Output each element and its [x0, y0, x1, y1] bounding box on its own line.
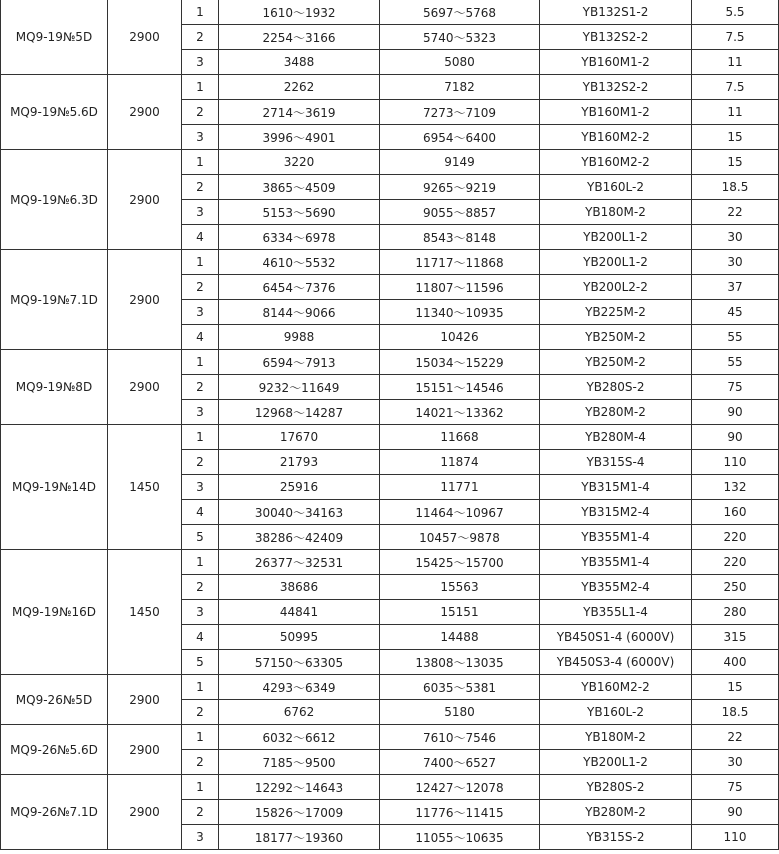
pressure-cell: 11055～10635 — [380, 825, 540, 850]
row-number-cell: 1 — [182, 425, 219, 450]
motor-model-cell: YB160M2-2 — [540, 675, 692, 700]
row-number-cell: 1 — [182, 550, 219, 575]
flow-cell: 44841 — [219, 600, 380, 625]
pressure-cell: 15034～15229 — [380, 350, 540, 375]
power-cell: 90 — [692, 425, 779, 450]
row-number-cell: 2 — [182, 275, 219, 300]
motor-model-cell: YB280M-4 — [540, 425, 692, 450]
power-cell: 90 — [692, 800, 779, 825]
fan-model-cell: MQ9-19№7.1D — [1, 250, 108, 350]
table-row — [1, 775, 779, 800]
flow-cell: 30040～34163 — [219, 500, 380, 525]
row-number-cell: 4 — [182, 625, 219, 650]
pressure-cell: 5080 — [380, 50, 540, 75]
row-number-cell: 3 — [182, 200, 219, 225]
motor-model-cell: YB160M1-2 — [540, 100, 692, 125]
row-number-cell: 1 — [182, 775, 219, 800]
power-cell: 220 — [692, 525, 779, 550]
fan-model-cell: MQ9-19№8D — [1, 350, 108, 425]
motor-model-cell: YB132S2-2 — [540, 75, 692, 100]
power-cell: 11 — [692, 50, 779, 75]
pressure-cell: 6954～6400 — [380, 125, 540, 150]
fan-model-cell: MQ9-19№6.3D — [1, 150, 108, 250]
table-row — [1, 250, 779, 275]
pressure-cell: 11464～10967 — [380, 500, 540, 525]
power-cell: 11 — [692, 100, 779, 125]
speed-cell: 2900 — [108, 725, 182, 775]
pressure-cell: 5697～5768 — [380, 0, 540, 25]
flow-cell: 4610～5532 — [219, 250, 380, 275]
table-row — [1, 0, 779, 25]
pressure-cell: 11340～10935 — [380, 300, 540, 325]
row-number-cell: 1 — [182, 250, 219, 275]
power-cell: 160 — [692, 500, 779, 525]
row-number-cell: 1 — [182, 675, 219, 700]
row-number-cell: 5 — [182, 525, 219, 550]
motor-model-cell: YB200L1-2 — [540, 225, 692, 250]
pressure-cell: 7400～6527 — [380, 750, 540, 775]
motor-model-cell: YB200L2-2 — [540, 275, 692, 300]
motor-model-cell: YB180M-2 — [540, 200, 692, 225]
row-number-cell: 3 — [182, 125, 219, 150]
power-cell: 37 — [692, 275, 779, 300]
power-cell: 15 — [692, 125, 779, 150]
speed-cell: 1450 — [108, 550, 182, 675]
row-number-cell: 3 — [182, 50, 219, 75]
flow-cell: 9232～11649 — [219, 375, 380, 400]
motor-model-cell: YB315S-4 — [540, 450, 692, 475]
pressure-cell: 9149 — [380, 150, 540, 175]
flow-cell: 3996～4901 — [219, 125, 380, 150]
motor-model-cell: YB132S1-2 — [540, 0, 692, 25]
motor-model-cell: YB250M-2 — [540, 350, 692, 375]
flow-cell: 7185～9500 — [219, 750, 380, 775]
power-cell: 7.5 — [692, 75, 779, 100]
pressure-cell: 7610～7546 — [380, 725, 540, 750]
motor-model-cell: YB225M-2 — [540, 300, 692, 325]
power-cell: 90 — [692, 400, 779, 425]
motor-model-cell: YB160L-2 — [540, 700, 692, 725]
speed-cell: 2900 — [108, 675, 182, 725]
pressure-cell: 15151 — [380, 600, 540, 625]
pressure-cell: 9055～8857 — [380, 200, 540, 225]
pressure-cell: 6035～5381 — [380, 675, 540, 700]
motor-model-cell: YB315M2-4 — [540, 500, 692, 525]
power-cell: 22 — [692, 725, 779, 750]
power-cell: 315 — [692, 625, 779, 650]
power-cell: 7.5 — [692, 25, 779, 50]
power-cell: 110 — [692, 450, 779, 475]
row-number-cell: 1 — [182, 0, 219, 25]
pressure-cell: 5740～5323 — [380, 25, 540, 50]
row-number-cell: 3 — [182, 475, 219, 500]
pressure-cell: 11807～11596 — [380, 275, 540, 300]
power-cell: 30 — [692, 750, 779, 775]
fan-model-cell: MQ9-19№14D — [1, 425, 108, 550]
power-cell: 110 — [692, 825, 779, 850]
speed-cell: 2900 — [108, 0, 182, 75]
row-number-cell: 2 — [182, 100, 219, 125]
motor-model-cell: YB200L1-2 — [540, 750, 692, 775]
pressure-cell: 11776～11415 — [380, 800, 540, 825]
row-number-cell: 2 — [182, 25, 219, 50]
power-cell: 75 — [692, 775, 779, 800]
flow-cell: 15826～17009 — [219, 800, 380, 825]
flow-cell: 26377～32531 — [219, 550, 380, 575]
table-body — [1, 0, 779, 850]
fan-model-cell: MQ9-19№5D — [1, 0, 108, 75]
pressure-cell: 13808～13035 — [380, 650, 540, 675]
motor-model-cell: YB315S-2 — [540, 825, 692, 850]
power-cell: 5.5 — [692, 0, 779, 25]
pressure-cell: 9265～9219 — [380, 175, 540, 200]
speed-cell: 2900 — [108, 350, 182, 425]
motor-model-cell: YB160L-2 — [540, 175, 692, 200]
power-cell: 280 — [692, 600, 779, 625]
power-cell: 30 — [692, 250, 779, 275]
row-number-cell: 3 — [182, 600, 219, 625]
flow-cell: 18177～19360 — [219, 825, 380, 850]
flow-cell: 3220 — [219, 150, 380, 175]
flow-cell: 6594～7913 — [219, 350, 380, 375]
motor-model-cell: YB200L1-2 — [540, 250, 692, 275]
motor-model-cell: YB355M1-4 — [540, 550, 692, 575]
flow-cell: 25916 — [219, 475, 380, 500]
flow-cell: 2714～3619 — [219, 100, 380, 125]
row-number-cell: 4 — [182, 225, 219, 250]
row-number-cell: 2 — [182, 450, 219, 475]
flow-cell: 5153～5690 — [219, 200, 380, 225]
motor-model-cell: YB450S1-4 (6000V) — [540, 625, 692, 650]
table-row — [1, 725, 779, 750]
motor-model-cell: YB355L1-4 — [540, 600, 692, 625]
pressure-cell: 11874 — [380, 450, 540, 475]
flow-cell: 3865～4509 — [219, 175, 380, 200]
speed-cell: 2900 — [108, 75, 182, 150]
power-cell: 22 — [692, 200, 779, 225]
speed-cell: 2900 — [108, 775, 182, 850]
flow-cell: 50995 — [219, 625, 380, 650]
table-row — [1, 150, 779, 175]
pressure-cell: 10457～9878 — [380, 525, 540, 550]
row-number-cell: 2 — [182, 175, 219, 200]
table-row — [1, 425, 779, 450]
row-number-cell: 2 — [182, 800, 219, 825]
flow-cell: 6762 — [219, 700, 380, 725]
pressure-cell: 5180 — [380, 700, 540, 725]
pressure-cell: 14488 — [380, 625, 540, 650]
row-number-cell: 4 — [182, 325, 219, 350]
motor-model-cell: YB180M-2 — [540, 725, 692, 750]
pressure-cell: 12427～12078 — [380, 775, 540, 800]
pressure-cell: 10426 — [380, 325, 540, 350]
row-number-cell: 4 — [182, 500, 219, 525]
row-number-cell: 2 — [182, 700, 219, 725]
row-number-cell: 2 — [182, 575, 219, 600]
speed-cell: 2900 — [108, 150, 182, 250]
motor-model-cell: YB250M-2 — [540, 325, 692, 350]
row-number-cell: 3 — [182, 400, 219, 425]
power-cell: 15 — [692, 150, 779, 175]
flow-cell: 2262 — [219, 75, 380, 100]
motor-model-cell: YB355M2-4 — [540, 575, 692, 600]
power-cell: 55 — [692, 325, 779, 350]
fan-model-cell: MQ9-19№16D — [1, 550, 108, 675]
table-row — [1, 550, 779, 575]
flow-cell: 3488 — [219, 50, 380, 75]
flow-cell: 12292～14643 — [219, 775, 380, 800]
flow-cell: 38286～42409 — [219, 525, 380, 550]
power-cell: 30 — [692, 225, 779, 250]
power-cell: 250 — [692, 575, 779, 600]
pressure-cell: 15425～15700 — [380, 550, 540, 575]
table-row — [1, 675, 779, 700]
flow-cell: 4293～6349 — [219, 675, 380, 700]
flow-cell: 2254～3166 — [219, 25, 380, 50]
row-number-cell: 3 — [182, 825, 219, 850]
speed-cell: 2900 — [108, 250, 182, 350]
power-cell: 18.5 — [692, 700, 779, 725]
motor-model-cell: YB280M-2 — [540, 800, 692, 825]
motor-model-cell: YB355M1-4 — [540, 525, 692, 550]
flow-cell: 21793 — [219, 450, 380, 475]
fan-model-cell: MQ9-26№5.6D — [1, 725, 108, 775]
pressure-cell: 15563 — [380, 575, 540, 600]
flow-cell: 1610～1932 — [219, 0, 380, 25]
flow-cell: 8144～9066 — [219, 300, 380, 325]
flow-cell: 6334～6978 — [219, 225, 380, 250]
table-row — [1, 350, 779, 375]
pressure-cell: 11668 — [380, 425, 540, 450]
pressure-cell: 7182 — [380, 75, 540, 100]
power-cell: 18.5 — [692, 175, 779, 200]
flow-cell: 6032～6612 — [219, 725, 380, 750]
power-cell: 220 — [692, 550, 779, 575]
motor-model-cell: YB160M2-2 — [540, 150, 692, 175]
motor-model-cell: YB132S2-2 — [540, 25, 692, 50]
pressure-cell: 8543～8148 — [380, 225, 540, 250]
row-number-cell: 2 — [182, 375, 219, 400]
fan-model-cell: MQ9-19№5.6D — [1, 75, 108, 150]
motor-model-cell: YB450S3-4 (6000V) — [540, 650, 692, 675]
fan-model-cell: MQ9-26№5D — [1, 675, 108, 725]
pressure-cell: 14021～13362 — [380, 400, 540, 425]
motor-model-cell: YB160M2-2 — [540, 125, 692, 150]
motor-model-cell: YB160M1-2 — [540, 50, 692, 75]
row-number-cell: 1 — [182, 75, 219, 100]
flow-cell: 57150～63305 — [219, 650, 380, 675]
row-number-cell: 1 — [182, 350, 219, 375]
flow-cell: 9988 — [219, 325, 380, 350]
power-cell: 45 — [692, 300, 779, 325]
power-cell: 75 — [692, 375, 779, 400]
flow-cell: 17670 — [219, 425, 380, 450]
table-row — [1, 75, 779, 100]
power-cell: 132 — [692, 475, 779, 500]
motor-model-cell: YB280S-2 — [540, 775, 692, 800]
power-cell: 15 — [692, 675, 779, 700]
row-number-cell: 3 — [182, 300, 219, 325]
flow-cell: 6454～7376 — [219, 275, 380, 300]
motor-model-cell: YB280M-2 — [540, 400, 692, 425]
row-number-cell: 1 — [182, 725, 219, 750]
pressure-cell: 11717～11868 — [380, 250, 540, 275]
motor-model-cell: YB280S-2 — [540, 375, 692, 400]
motor-model-cell: YB315M1-4 — [540, 475, 692, 500]
power-cell: 400 — [692, 650, 779, 675]
row-number-cell: 1 — [182, 150, 219, 175]
flow-cell: 12968～14287 — [219, 400, 380, 425]
flow-cell: 38686 — [219, 575, 380, 600]
row-number-cell: 2 — [182, 750, 219, 775]
power-cell: 55 — [692, 350, 779, 375]
pressure-cell: 7273～7109 — [380, 100, 540, 125]
pressure-cell: 15151～14546 — [380, 375, 540, 400]
row-number-cell: 5 — [182, 650, 219, 675]
speed-cell: 1450 — [108, 425, 182, 550]
fan-model-cell: MQ9-26№7.1D — [1, 775, 108, 850]
pressure-cell: 11771 — [380, 475, 540, 500]
